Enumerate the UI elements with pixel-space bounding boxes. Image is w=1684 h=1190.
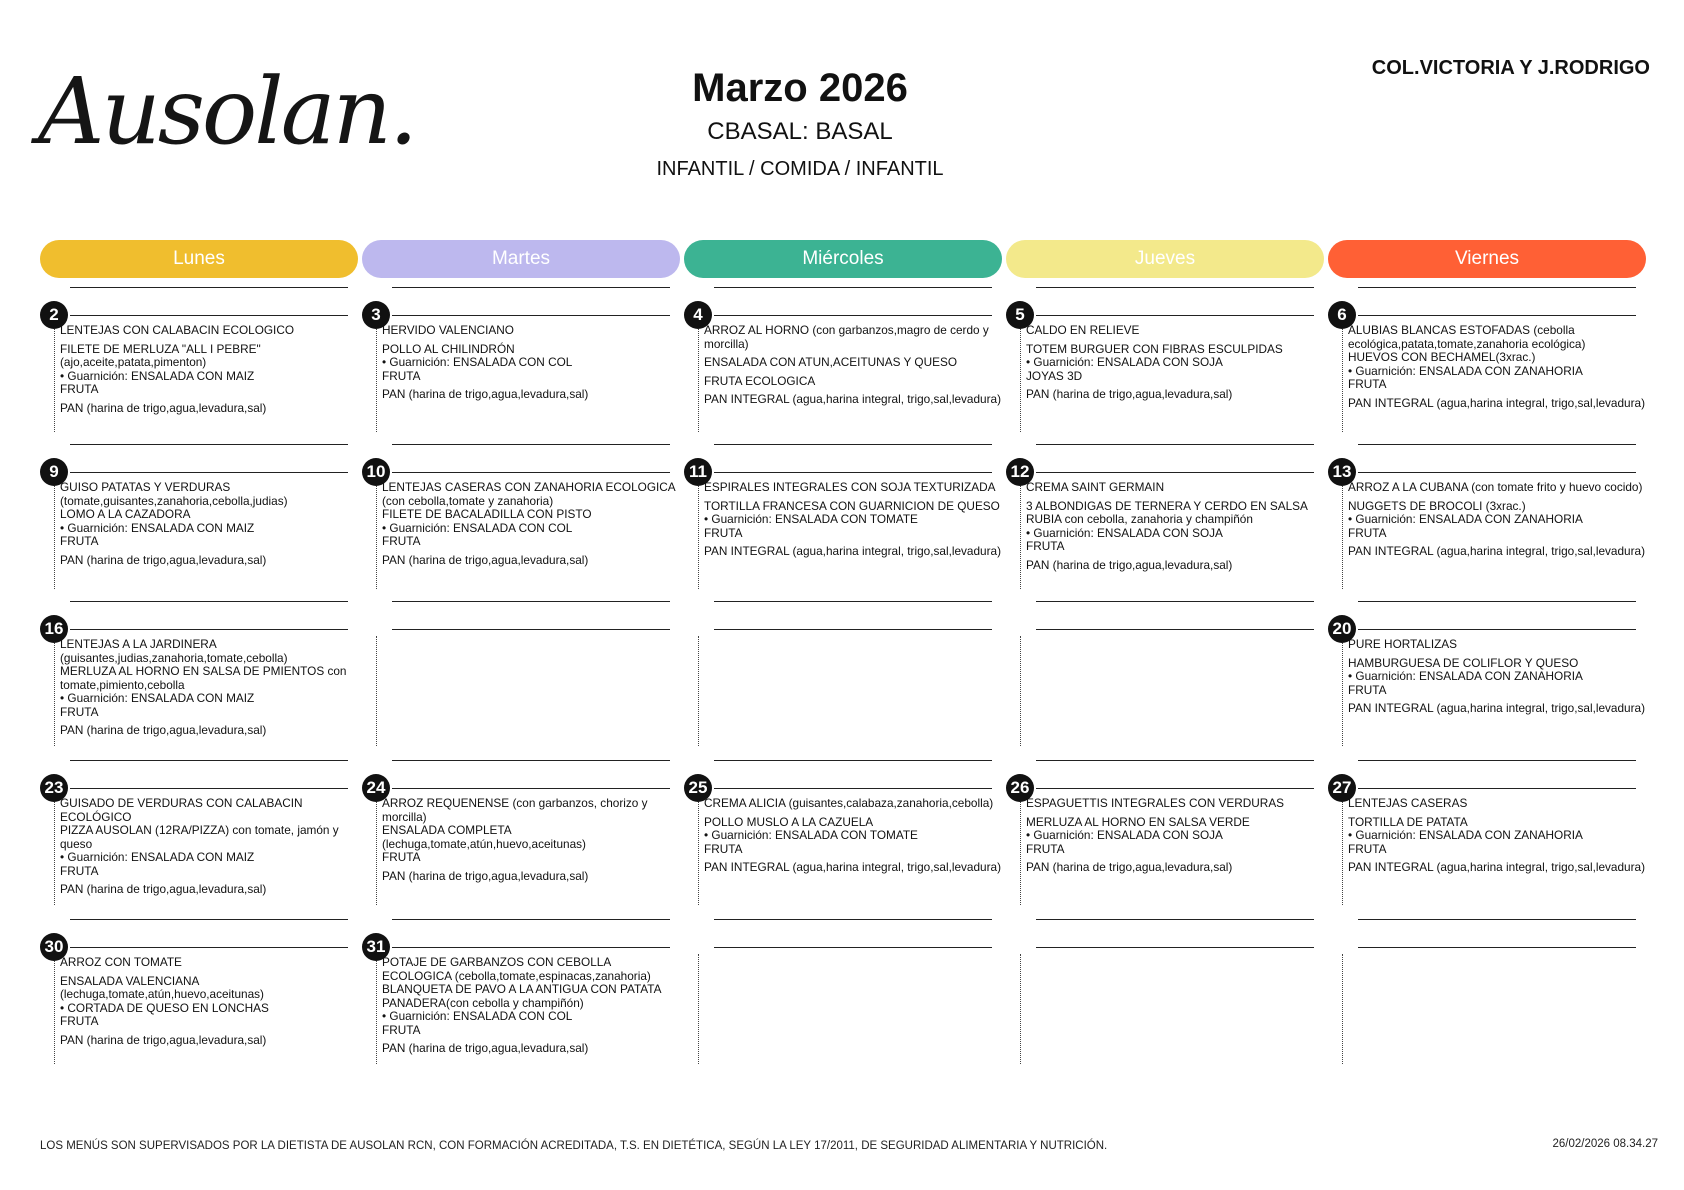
menu-item: PAN INTEGRAL (agua,harina integral, trigo,sal,levadura) <box>1348 395 1646 410</box>
cell-rule <box>392 315 670 316</box>
day-number-badge: 25 <box>684 774 712 802</box>
menu-item: ALUBIAS BLANCAS ESTOFADAS (cebolla ecológica,patata,tomate,zanahoria ecológica) HUEVOS CON BECHAMEL(3xrac.) • Guarnición: ENSALADA CON ZANAHORIA FRUTA <box>1348 323 1586 391</box>
cell-dotted-rule <box>376 322 377 432</box>
menu-type: CBASAL: BASAL <box>707 118 893 145</box>
menu-item: ARROZ A LA CUBANA (con tomate frito y huevo cocido) <box>1348 480 1643 494</box>
cell-top-rule <box>714 760 992 761</box>
cell-dotted-rule <box>1342 479 1343 589</box>
day-number-badge: 30 <box>40 933 68 961</box>
generated-timestamp: 26/02/2026 08.34.27 <box>1552 1138 1658 1150</box>
day-menu <box>1348 797 1646 880</box>
menu-item: LENTEJAS CASERAS CON ZANAHORIA ECOLOGICA (con cebolla,tomate y zanahoria) FILETE DE BACALADILLA CON PISTO • Guarnición: ENSALADA CON COL FRUTA <box>382 480 676 548</box>
menu-item: PAN INTEGRAL (agua,harina integral, trigo,sal,levadura) <box>1348 544 1646 558</box>
weekday-4: Jueves <box>1006 240 1324 278</box>
cell-top-rule <box>70 601 348 602</box>
cell-top-rule <box>392 919 670 920</box>
cell-top-rule <box>714 287 992 288</box>
menu-item: MERLUZA AL HORNO EN SALSA VERDE • Guarnición: ENSALADA CON SOJA FRUTA <box>1026 814 1250 856</box>
menu-item: FILETE DE MERLUZA "ALL I PEBRE"(ajo,aceite,patata,pimenton) • Guarnición: ENSALADA CON MAIZ FRUTA <box>60 341 261 396</box>
menu-item: PAN (harina de trigo,agua,levadura,sal) <box>60 552 267 567</box>
menu-item: LENTEJAS CASERAS <box>1348 796 1468 810</box>
cell-dotted-rule <box>1020 954 1021 1064</box>
weekday-header <box>40 240 1650 278</box>
cell-dotted-rule <box>1342 954 1343 1064</box>
menu-item: PAN (harina de trigo,agua,levadura,sal) <box>60 723 267 737</box>
cell-dotted-rule <box>698 636 699 746</box>
cell-rule <box>1036 315 1314 316</box>
cell-top-rule <box>1036 444 1314 445</box>
day-menu <box>1026 324 1324 407</box>
cell-rule <box>1036 788 1314 789</box>
cell-rule <box>1358 629 1636 630</box>
cell-top-rule <box>714 601 992 602</box>
cell-rule <box>70 315 348 316</box>
cell-dotted-rule <box>54 322 55 432</box>
menu-item: PAN (harina de trigo,agua,levadura,sal) <box>1026 860 1233 874</box>
menu-item: PAN (harina de trigo,agua,levadura,sal) <box>382 552 589 567</box>
cell-rule <box>392 472 670 473</box>
day-number-badge: 3 <box>362 301 390 329</box>
cell-top-rule <box>392 287 670 288</box>
cell-rule <box>1358 315 1636 316</box>
cell-rule <box>70 788 348 789</box>
cell-rule <box>70 472 348 473</box>
day-menu <box>382 481 680 572</box>
cell-rule <box>392 788 670 789</box>
cell-rule <box>70 629 348 630</box>
day-menu <box>1348 638 1646 721</box>
menu-item: LENTEJAS CON CALABACIN ECOLOGICO <box>60 323 295 337</box>
cell-top-rule <box>70 444 348 445</box>
day-menu <box>704 481 1002 564</box>
cell-dotted-rule <box>698 322 699 432</box>
cell-dotted-rule <box>1020 479 1021 589</box>
cell-dotted-rule <box>1020 795 1021 905</box>
menu-item: PAN (harina de trigo,agua,levadura,sal) <box>60 1032 267 1047</box>
cell-top-rule <box>392 601 670 602</box>
cell-top-rule <box>70 760 348 761</box>
footer-disclaimer: LOS MENÚS SON SUPERVISADOS POR LA DIETISTA DE AUSOLAN RCN, CON FORMACIÓN ACREDITADA, T.S. EN DIETÉTICA, SEGÚN LA LEY 17/2011, DE SEGURIDAD ALIMENTARIA Y NUTRICIÓN. <box>40 1140 1108 1152</box>
day-number-badge: 2 <box>40 301 68 329</box>
menu-item: ESPIRALES INTEGRALES CON SOJA TEXTURIZADA <box>704 480 996 494</box>
cell-rule <box>714 629 992 630</box>
menu-item: PAN (harina de trigo,agua,levadura,sal) <box>1026 557 1233 572</box>
day-number-badge: 4 <box>684 301 712 329</box>
cell-dotted-rule <box>376 795 377 905</box>
menu-item: GUISO PATATAS Y VERDURAS (tomate,guisantes,zanahoria,cebolla,judias) LOMO A LA CAZADORA • Guarnición: ENSALADA CON MAIZ FRUTA <box>60 480 288 548</box>
menu-item: PAN (harina de trigo,agua,levadura,sal) <box>382 387 589 401</box>
day-menu <box>1026 797 1324 880</box>
day-number-badge: 31 <box>362 933 390 961</box>
cell-dotted-rule <box>54 795 55 905</box>
menu-item: PAN (harina de trigo,agua,levadura,sal) <box>382 868 589 883</box>
cell-rule <box>1358 788 1636 789</box>
cell-dotted-rule <box>54 479 55 589</box>
cell-rule <box>714 315 992 316</box>
cell-rule <box>70 947 348 948</box>
day-menu <box>1026 481 1324 577</box>
menu-item: ARROZ CON TOMATE <box>60 955 182 969</box>
menu-item: TORTILLA FRANCESA CON GUARNICION DE QUESO • Guarnición: ENSALADA CON TOMATE FRUTA <box>704 498 1000 540</box>
weekday-3: Miércoles <box>684 240 1002 278</box>
day-number-badge: 23 <box>40 774 68 802</box>
cell-top-rule <box>1036 760 1314 761</box>
cell-top-rule <box>392 760 670 761</box>
day-number-badge: 20 <box>1328 615 1356 643</box>
cell-rule <box>1036 947 1314 948</box>
day-number-badge: 5 <box>1006 301 1034 329</box>
menu-item: POLLO AL CHILINDRÓN • Guarnición: ENSALADA CON COL FRUTA <box>382 341 573 383</box>
cell-rule <box>714 472 992 473</box>
weekday-2: Martes <box>362 240 680 278</box>
day-number-badge: 12 <box>1006 458 1034 486</box>
day-menu <box>382 324 680 407</box>
day-menu <box>704 324 1002 412</box>
day-number-badge: 10 <box>362 458 390 486</box>
cell-top-rule <box>1358 287 1636 288</box>
menu-item: ARROZ AL HORNO (con garbanzos,magro de cerdo y morcilla) <box>704 323 989 351</box>
cell-rule <box>392 629 670 630</box>
cell-top-rule <box>1358 760 1636 761</box>
cell-dotted-rule <box>1342 636 1343 746</box>
cell-dotted-rule <box>376 954 377 1064</box>
menu-item: POTAJE DE GARBANZOS CON CEBOLLA ECOLOGICA (cebolla,tomate,espinacas,zanahoria) BLANQUETA DE PAVO A LA ANTIGUA CON PATATA PANADERA(con cebolla y champiñón) • Guarnición: ENSALADA CON COL FRUTA <box>382 955 661 1037</box>
day-menu <box>382 956 680 1061</box>
cell-top-rule <box>1358 601 1636 602</box>
menu-item: HAMBURGUESA DE COLIFLOR Y QUESO • Guarnición: ENSALADA CON ZANAHORIA FRUTA <box>1348 655 1583 697</box>
cell-dotted-rule <box>1342 795 1343 905</box>
cell-dotted-rule <box>54 954 55 1064</box>
cell-dotted-rule <box>376 636 377 746</box>
cell-top-rule <box>1358 919 1636 920</box>
menu-item: HERVIDO VALENCIANO <box>382 323 514 337</box>
cell-dotted-rule <box>376 479 377 589</box>
menu-item: PAN INTEGRAL (agua,harina integral, trigo,sal,levadura) <box>1348 860 1646 874</box>
day-menu <box>60 324 358 420</box>
day-number-badge: 6 <box>1328 301 1356 329</box>
day-number-badge: 24 <box>362 774 390 802</box>
menu-item: 3 ALBONDIGAS DE TERNERA Y CERDO EN SALSA RUBIA con cebolla, zanahoria y champiñón • Guarnición: ENSALADA CON SOJA FRUTA <box>1026 498 1308 553</box>
menu-item: ENSALADA CON ATUN,ACEITUNAS Y QUESO <box>704 355 958 369</box>
cell-rule <box>1036 629 1314 630</box>
cell-rule <box>1358 947 1636 948</box>
cell-rule <box>1358 472 1636 473</box>
day-number-badge: 11 <box>684 458 712 486</box>
menu-item: CALDO EN RELIEVE <box>1026 323 1140 337</box>
day-menu <box>1348 324 1646 415</box>
day-menu <box>704 797 1002 880</box>
cell-dotted-rule <box>698 954 699 1064</box>
day-menu <box>60 638 358 743</box>
menu-item: CREMA ALICIA (guisantes,calabaza,zanahoria,cebolla) <box>704 796 994 810</box>
cell-dotted-rule <box>54 636 55 746</box>
weekday-5: Viernes <box>1328 240 1646 278</box>
cell-top-rule <box>1036 919 1314 920</box>
day-menu <box>382 797 680 888</box>
school-name: COL.VICTORIA Y J.RODRIGO <box>1371 57 1650 79</box>
cell-dotted-rule <box>1020 636 1021 746</box>
day-number-badge: 16 <box>40 615 68 643</box>
menu-item: TORTILLA DE PATATA • Guarnición: ENSALADA CON ZANAHORIA FRUTA <box>1348 814 1583 856</box>
page-title: Marzo 2026 <box>692 66 908 110</box>
day-menu <box>60 956 358 1052</box>
cell-dotted-rule <box>698 479 699 589</box>
menu-item: ARROZ REQUENENSE (con garbanzos, chorizo y morcilla) ENSALADA COMPLETA (lechuga,tomate,atún,huevo,aceitunas) FRUTA <box>382 796 648 864</box>
cell-rule <box>392 947 670 948</box>
cell-top-rule <box>714 919 992 920</box>
menu-item: ESPAGUETTIS INTEGRALES CON VERDURAS <box>1026 796 1285 810</box>
cell-top-rule <box>1036 601 1314 602</box>
day-number-badge: 27 <box>1328 774 1356 802</box>
menu-item: PURE HORTALIZAS <box>1348 637 1458 651</box>
menu-item: FRUTA ECOLOGICA <box>704 373 816 388</box>
cell-top-rule <box>1036 287 1314 288</box>
menu-item: PAN INTEGRAL (agua,harina integral, trigo,sal,levadura) <box>704 860 1002 874</box>
day-number-badge: 13 <box>1328 458 1356 486</box>
menu-item: PAN INTEGRAL (agua,harina integral, trigo,sal,levadura) <box>704 544 1002 558</box>
cell-dotted-rule <box>1020 322 1021 432</box>
cell-top-rule <box>1358 444 1636 445</box>
menu-item: PAN (harina de trigo,agua,levadura,sal) <box>1026 387 1233 401</box>
cell-dotted-rule <box>698 795 699 905</box>
day-number-badge: 9 <box>40 458 68 486</box>
cell-top-rule <box>714 444 992 445</box>
cell-top-rule <box>392 444 670 445</box>
menu-item: PAN (harina de trigo,agua,levadura,sal) <box>382 1041 589 1055</box>
menu-item: PAN (harina de trigo,agua,levadura,sal) <box>60 882 267 896</box>
menu-item: GUISADO DE VERDURAS CON CALABACIN ECOLÓGICO PIZZA AUSOLAN (12RA/PIZZA) con tomate, jamón y queso • Guarnición: ENSALADA CON MAIZ FRUTA <box>60 796 339 878</box>
menu-item: NUGGETS DE BROCOLI (3xrac.) • Guarnición: ENSALADA CON ZANAHORIA FRUTA <box>1348 498 1583 540</box>
weekday-1: Lunes <box>40 240 358 278</box>
cell-rule <box>714 947 992 948</box>
menu-item: ENSALADA VALENCIANA (lechuga,tomate,atún,huevo,aceitunas) • CORTADA DE QUESO EN LONCHAS FRUTA <box>60 973 269 1028</box>
cell-top-rule <box>70 919 348 920</box>
cell-rule <box>1036 472 1314 473</box>
ausolan-logo: Ausolan. <box>38 58 416 165</box>
menu-category: INFANTIL / COMIDA / INFANTIL <box>656 158 944 180</box>
day-menu <box>60 797 358 902</box>
day-number-badge: 26 <box>1006 774 1034 802</box>
menu-item: CREMA SAINT GERMAIN <box>1026 480 1165 494</box>
menu-item: LENTEJAS A LA JARDINERA (guisantes,judias,zanahoria,tomate,cebolla) MERLUZA AL HORNO EN SALSA DE PMIENTOS con tomate,pimiento,cebolla • Guarnición: ENSALADA CON MAIZ FRUTA <box>60 637 347 719</box>
menu-item: PAN INTEGRAL (agua,harina integral, trigo,sal,levadura) <box>704 392 1002 406</box>
menu-item: POLLO MUSLO A LA CAZUELA • Guarnición: ENSALADA CON TOMATE FRUTA <box>704 814 918 856</box>
menu-item: PAN INTEGRAL (agua,harina integral, trigo,sal,levadura) <box>1348 701 1646 715</box>
menu-item: PAN (harina de trigo,agua,levadura,sal) <box>60 400 267 415</box>
day-menu <box>1348 481 1646 564</box>
cell-rule <box>714 788 992 789</box>
cell-top-rule <box>70 287 348 288</box>
cell-dotted-rule <box>1342 322 1343 432</box>
day-menu <box>60 481 358 572</box>
menu-item: TOTEM BURGUER CON FIBRAS ESCULPIDAS • Guarnición: ENSALADA CON SOJA JOYAS 3D <box>1026 341 1283 383</box>
